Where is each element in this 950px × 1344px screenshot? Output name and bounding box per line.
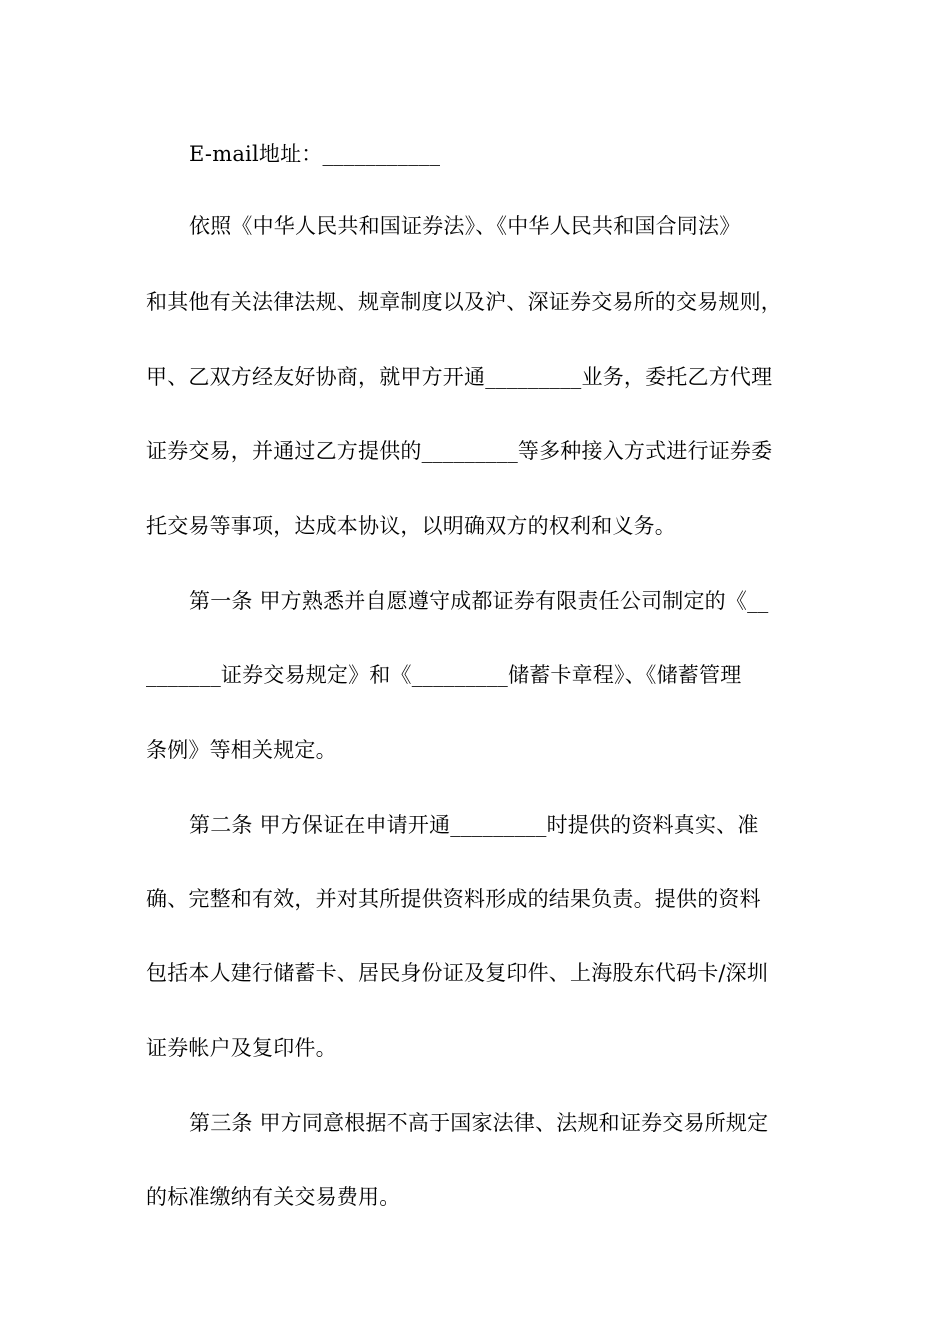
paragraph-line: 甲、乙双方经友好协商，就甲方开通_________业务，委托乙方代理 (146, 365, 773, 389)
paragraph-line: 依照《中华人民共和国证券法》、《中华人民共和国合同法》 (189, 214, 741, 238)
paragraph-line: 和其他有关法律法规、规章制度以及沪、深证券交易所的交易规则， (146, 290, 782, 314)
paragraph-line: 托交易等事项，达成本协议，以明确双方的权利和义务。 (146, 514, 676, 538)
article-1-line: 第一条 甲方熟悉并自愿遵守成都证券有限责任公司制定的《__ (189, 589, 769, 613)
article-1-line: _______证券交易规定》和《_________储蓄卡章程》、《储蓄管理 (146, 663, 742, 687)
article-1-line: 条例》等相关规定。 (146, 738, 337, 762)
article-2-line: 确、完整和有效，并对其所提供资料形成的结果负责。提供的资料 (146, 887, 761, 911)
article-3-line: 的标准缴纳有关交易费用。 (146, 1185, 401, 1209)
paragraph-line: 证券交易，并通过乙方提供的_________等多种接入方式进行证券委 (146, 439, 773, 463)
article-2-line: 证券帐户及复印件。 (146, 1036, 337, 1060)
article-2-line: 包括本人建行储蓄卡、居民身份证及复印件、上海股东代码卡/深圳 (146, 961, 769, 985)
article-2-line: 第二条 甲方保证在申请开通_________时提供的资料真实、准 (189, 813, 759, 837)
email-field-line: E-mail地址：___________ (189, 142, 441, 166)
article-3-line: 第三条 甲方同意根据不高于国家法律、法规和证券交易所规定 (189, 1111, 769, 1135)
